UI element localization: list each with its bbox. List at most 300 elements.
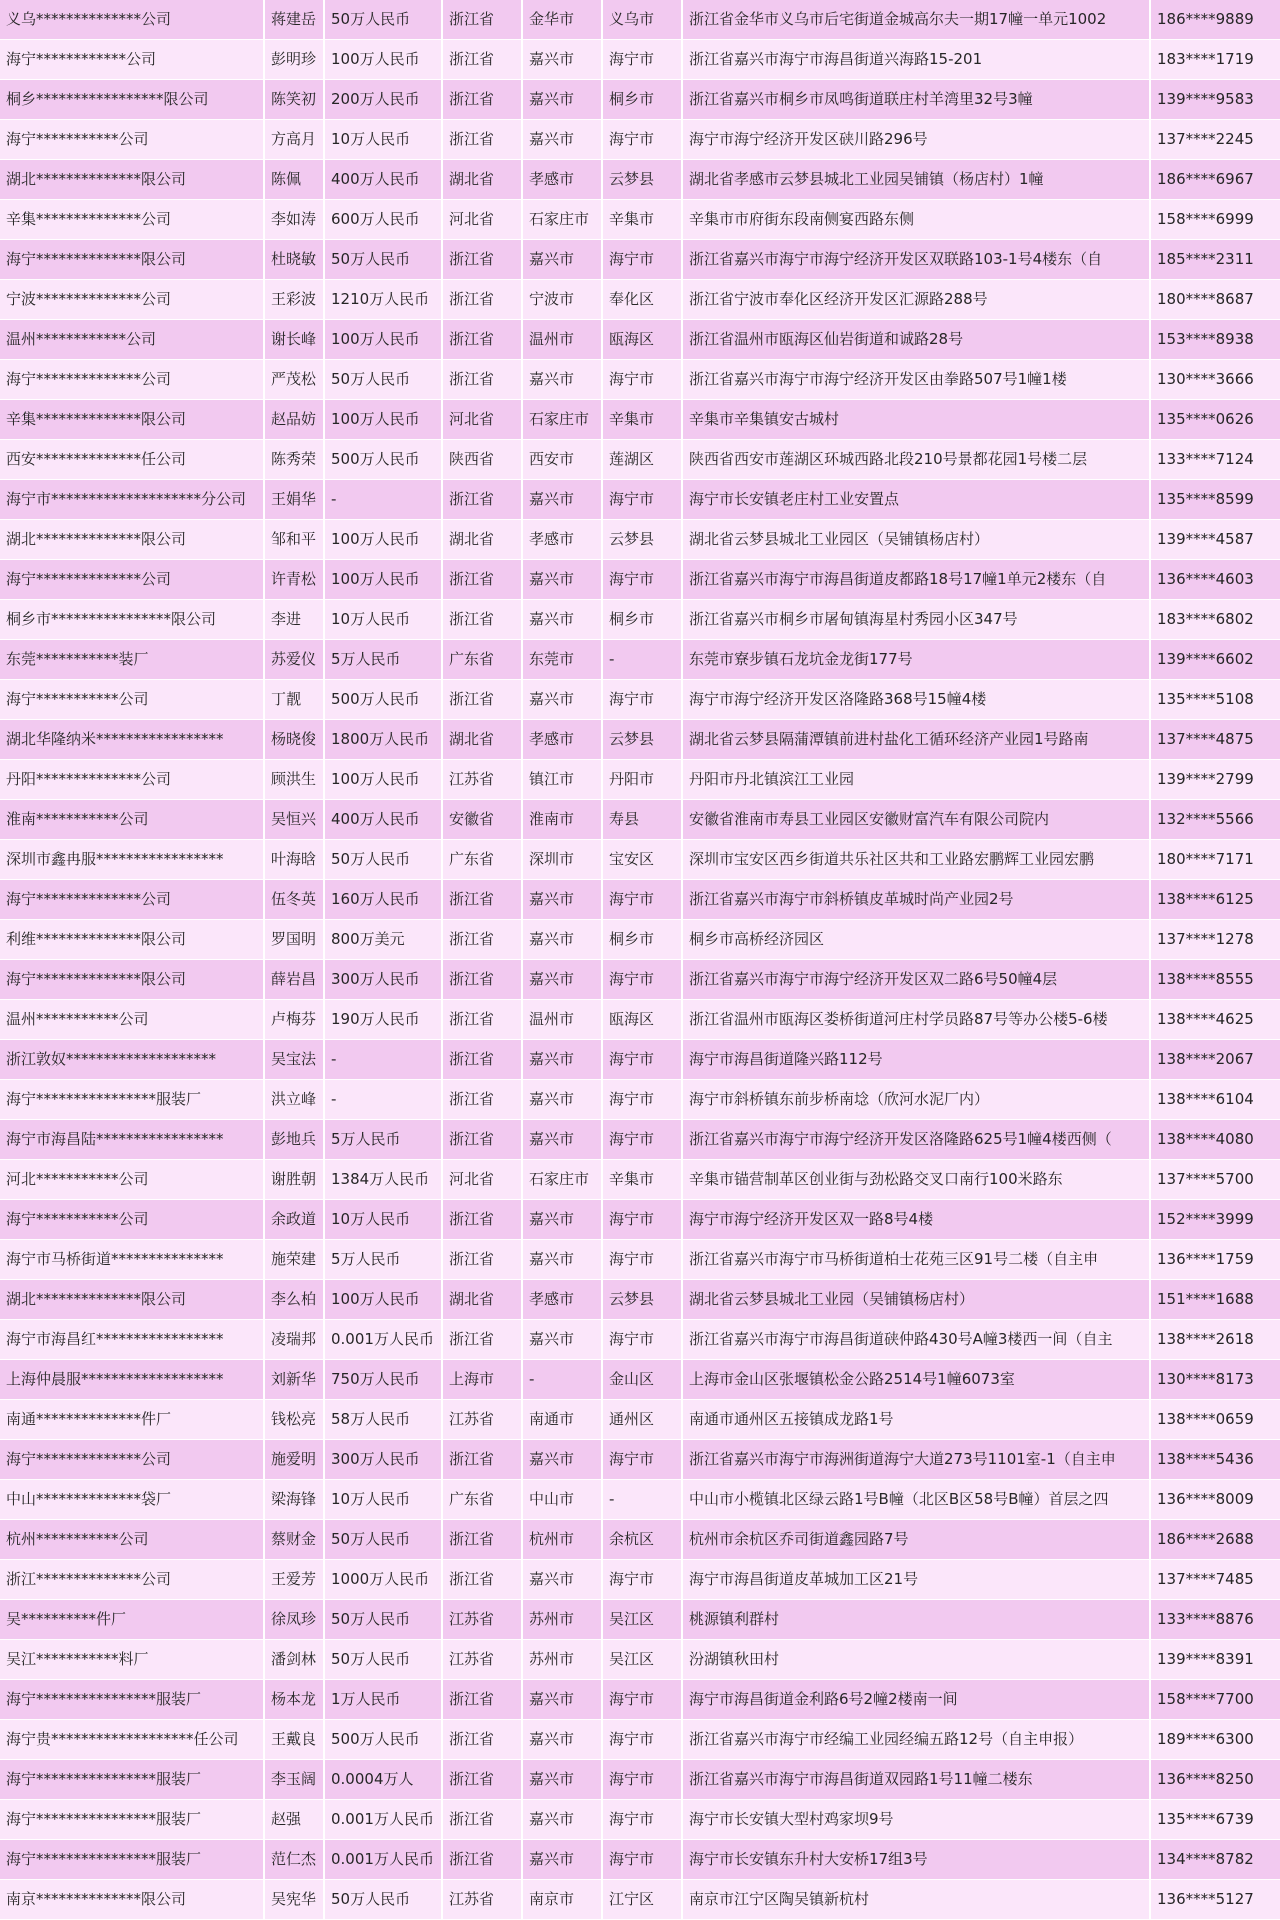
cell-company: 桐乡市****************限公司 — [0, 600, 264, 640]
cell-address: 海宁市海宁经济开发区双一路8号4楼 — [682, 1200, 1150, 1240]
cell-phone: 185****2311 — [1150, 240, 1280, 280]
table-row — [0, 720, 1280, 760]
cell-company: 桐乡*****************限公司 — [0, 80, 264, 120]
cell-city: 嘉兴市 — [522, 240, 602, 280]
cell-province: 浙江省 — [442, 1760, 522, 1800]
cell-company: 浙江**************公司 — [0, 1560, 264, 1600]
cell-phone: 189****6300 — [1150, 1720, 1280, 1760]
table-row — [0, 280, 1280, 320]
table-row — [0, 840, 1280, 880]
cell-company: 海宁****************服装厂 — [0, 1760, 264, 1800]
cell-phone: 137****2245 — [1150, 120, 1280, 160]
cell-province: 浙江省 — [442, 1000, 522, 1040]
cell-city: 石家庄市 — [522, 200, 602, 240]
cell-company: 南通**************件厂 — [0, 1400, 264, 1440]
cell-capital: 300万人民币 — [324, 1440, 442, 1480]
cell-capital: 50万人民币 — [324, 1520, 442, 1560]
cell-capital: 400万人民币 — [324, 160, 442, 200]
cell-contact: 李如涛 — [264, 200, 324, 240]
cell-contact: 梁海锋 — [264, 1480, 324, 1520]
cell-capital: - — [324, 1040, 442, 1080]
cell-province: 浙江省 — [442, 1200, 522, 1240]
cell-capital: 500万人民币 — [324, 1720, 442, 1760]
cell-city: 淮南市 — [522, 800, 602, 840]
cell-district: 通州区 — [602, 1400, 682, 1440]
cell-district: 桐乡市 — [602, 600, 682, 640]
cell-phone: 186****6967 — [1150, 160, 1280, 200]
cell-address: 中山市小榄镇北区绿云路1号B幢（北区B区58号B幢）首层之四 — [682, 1480, 1150, 1520]
table-row — [0, 1080, 1280, 1120]
cell-province: 浙江省 — [442, 480, 522, 520]
cell-city: 嘉兴市 — [522, 1240, 602, 1280]
cell-city: 温州市 — [522, 320, 602, 360]
cell-province: 湖北省 — [442, 720, 522, 760]
cell-province: 浙江省 — [442, 80, 522, 120]
cell-city: 嘉兴市 — [522, 1720, 602, 1760]
cell-contact: 赵品妨 — [264, 400, 324, 440]
cell-phone: 135****0626 — [1150, 400, 1280, 440]
cell-capital: 10万人民币 — [324, 1200, 442, 1240]
cell-company: 辛集**************公司 — [0, 200, 264, 240]
cell-address: 浙江省嘉兴市海宁市海昌街道皮都路18号17幢1单元2楼东（自 — [682, 560, 1150, 600]
cell-address: 海宁市长安镇大型村鸡家坝9号 — [682, 1800, 1150, 1840]
cell-province: 浙江省 — [442, 600, 522, 640]
table-row — [0, 560, 1280, 600]
cell-contact: 蔡财金 — [264, 1520, 324, 1560]
cell-address: 浙江省嘉兴市海宁市海昌街道硖仲路430号A幢3楼西一间（自主 — [682, 1320, 1150, 1360]
cell-province: 江苏省 — [442, 1600, 522, 1640]
cell-company: 浙江敦奴******************** — [0, 1040, 264, 1080]
cell-address: 浙江省嘉兴市海宁市斜桥镇皮革城时尚产业园2号 — [682, 880, 1150, 920]
cell-company: 温州************公司 — [0, 320, 264, 360]
table-row — [0, 880, 1280, 920]
cell-city: 杭州市 — [522, 1520, 602, 1560]
cell-contact: 叶海晗 — [264, 840, 324, 880]
cell-address: 南京市江宁区陶吴镇新杭村 — [682, 1880, 1150, 1920]
cell-city: 嘉兴市 — [522, 600, 602, 640]
cell-district: 义乌市 — [602, 0, 682, 40]
cell-address: 海宁市海宁经济开发区洛隆路368号15幢4楼 — [682, 680, 1150, 720]
cell-district: 江宁区 — [602, 1880, 682, 1920]
cell-district: 桐乡市 — [602, 80, 682, 120]
cell-address: 浙江省嘉兴市海宁市海宁经济开发区双联路103-1号4楼东（自 — [682, 240, 1150, 280]
cell-contact: 薛岩昌 — [264, 960, 324, 1000]
cell-phone: 135****8599 — [1150, 480, 1280, 520]
cell-phone: 139****4587 — [1150, 520, 1280, 560]
cell-company: 吴江***********料厂 — [0, 1640, 264, 1680]
cell-address: 浙江省嘉兴市海宁市海宁经济开发区洛隆路625号1幢4楼西侧（ — [682, 1120, 1150, 1160]
table-row — [0, 1200, 1280, 1240]
cell-city: 嘉兴市 — [522, 1040, 602, 1080]
cell-contact: 凌瑞邦 — [264, 1320, 324, 1360]
cell-district: 海宁市 — [602, 240, 682, 280]
table-row — [0, 520, 1280, 560]
cell-district: 海宁市 — [602, 480, 682, 520]
cell-capital: 0.001万人民币 — [324, 1840, 442, 1880]
cell-contact: 王娟华 — [264, 480, 324, 520]
cell-contact: 王戴良 — [264, 1720, 324, 1760]
cell-capital: 190万人民币 — [324, 1000, 442, 1040]
table-row — [0, 1520, 1280, 1560]
cell-capital: 50万人民币 — [324, 1880, 442, 1920]
cell-address: 东莞市寮步镇石龙坑金龙街177号 — [682, 640, 1150, 680]
cell-address: 浙江省温州市瓯海区仙岩街道和诚路28号 — [682, 320, 1150, 360]
cell-capital: 500万人民币 — [324, 680, 442, 720]
cell-capital: 600万人民币 — [324, 200, 442, 240]
cell-phone: 130****3666 — [1150, 360, 1280, 400]
cell-province: 浙江省 — [442, 240, 522, 280]
cell-phone: 186****2688 — [1150, 1520, 1280, 1560]
cell-city: 嘉兴市 — [522, 1440, 602, 1480]
cell-province: 浙江省 — [442, 1120, 522, 1160]
cell-district: 余杭区 — [602, 1520, 682, 1560]
cell-company: 中山**************袋厂 — [0, 1480, 264, 1520]
cell-contact: 钱松亮 — [264, 1400, 324, 1440]
cell-capital: 5万人民币 — [324, 1120, 442, 1160]
table-row — [0, 400, 1280, 440]
cell-district: 辛集市 — [602, 400, 682, 440]
cell-phone: 138****2618 — [1150, 1320, 1280, 1360]
cell-city: 嘉兴市 — [522, 960, 602, 1000]
cell-address: 湖北省孝感市云梦县城北工业园吴铺镇（杨店村）1幢 — [682, 160, 1150, 200]
cell-address: 杭州市余杭区乔司街道鑫园路7号 — [682, 1520, 1150, 1560]
cell-company: 淮南***********公司 — [0, 800, 264, 840]
cell-city: 嘉兴市 — [522, 40, 602, 80]
cell-capital: 750万人民币 — [324, 1360, 442, 1400]
cell-capital: 1万人民币 — [324, 1680, 442, 1720]
table-row — [0, 680, 1280, 720]
cell-province: 浙江省 — [442, 880, 522, 920]
cell-district: 奉化区 — [602, 280, 682, 320]
cell-city: 孝感市 — [522, 160, 602, 200]
cell-capital: 10万人民币 — [324, 120, 442, 160]
table-row — [0, 160, 1280, 200]
cell-address: 湖北省云梦县城北工业园（吴铺镇杨店村） — [682, 1280, 1150, 1320]
cell-phone: 186****9889 — [1150, 0, 1280, 40]
cell-district: 瓯海区 — [602, 1000, 682, 1040]
cell-province: 湖北省 — [442, 160, 522, 200]
cell-capital: 5万人民币 — [324, 1240, 442, 1280]
cell-company: 海宁**************公司 — [0, 1440, 264, 1480]
cell-address: 桐乡市高桥经济园区 — [682, 920, 1150, 960]
cell-district: 海宁市 — [602, 960, 682, 1000]
cell-province: 广东省 — [442, 840, 522, 880]
cell-address: 海宁市长安镇东升村大安桥17组3号 — [682, 1840, 1150, 1880]
cell-province: 浙江省 — [442, 1680, 522, 1720]
cell-province: 广东省 — [442, 640, 522, 680]
cell-capital: 50万人民币 — [324, 1640, 442, 1680]
cell-contact: 李玉阔 — [264, 1760, 324, 1800]
cell-company: 海宁市海昌陆***************** — [0, 1120, 264, 1160]
cell-district: 海宁市 — [602, 1320, 682, 1360]
cell-city: - — [522, 1360, 602, 1400]
cell-province: 浙江省 — [442, 1080, 522, 1120]
cell-district: 海宁市 — [602, 1720, 682, 1760]
cell-address: 浙江省嘉兴市海宁市海昌街道双园路1号11幢二楼东 — [682, 1760, 1150, 1800]
table-row — [0, 1480, 1280, 1520]
cell-phone: 136****1759 — [1150, 1240, 1280, 1280]
table-row — [0, 800, 1280, 840]
cell-company: 海宁市海昌红***************** — [0, 1320, 264, 1360]
table-row — [0, 1280, 1280, 1320]
cell-company: 海宁**************公司 — [0, 880, 264, 920]
cell-province: 湖北省 — [442, 1280, 522, 1320]
cell-province: 浙江省 — [442, 1840, 522, 1880]
cell-capital: 10万人民币 — [324, 1480, 442, 1520]
cell-capital: 1384万人民币 — [324, 1160, 442, 1200]
cell-phone: 137****1278 — [1150, 920, 1280, 960]
cell-city: 嘉兴市 — [522, 1120, 602, 1160]
cell-province: 浙江省 — [442, 0, 522, 40]
cell-phone: 158****7700 — [1150, 1680, 1280, 1720]
table-row — [0, 1560, 1280, 1600]
table-row — [0, 1000, 1280, 1040]
cell-phone: 138****4080 — [1150, 1120, 1280, 1160]
cell-contact: 谢长峰 — [264, 320, 324, 360]
cell-district: 莲湖区 — [602, 440, 682, 480]
cell-phone: 137****5700 — [1150, 1160, 1280, 1200]
cell-city: 东莞市 — [522, 640, 602, 680]
cell-contact: 余政道 — [264, 1200, 324, 1240]
table-row — [0, 760, 1280, 800]
cell-city: 嘉兴市 — [522, 560, 602, 600]
cell-phone: 138****6104 — [1150, 1080, 1280, 1120]
cell-company: 海宁**************限公司 — [0, 960, 264, 1000]
cell-district: 海宁市 — [602, 680, 682, 720]
cell-address: 浙江省嘉兴市桐乡市凤鸣街道联庄村羊湾里32号3幢 — [682, 80, 1150, 120]
cell-company: 湖北**************限公司 — [0, 520, 264, 560]
table-row — [0, 1760, 1280, 1800]
cell-capital: 10万人民币 — [324, 600, 442, 640]
cell-province: 浙江省 — [442, 360, 522, 400]
cell-district: 云梦县 — [602, 1280, 682, 1320]
cell-province: 浙江省 — [442, 920, 522, 960]
cell-district: 海宁市 — [602, 1120, 682, 1160]
cell-address: 浙江省金华市义乌市后宅街道金城高尔夫一期17幢一单元1002 — [682, 0, 1150, 40]
cell-company: 南京**************限公司 — [0, 1880, 264, 1920]
cell-district: 云梦县 — [602, 720, 682, 760]
cell-province: 浙江省 — [442, 1720, 522, 1760]
cell-phone: 139****6602 — [1150, 640, 1280, 680]
cell-contact: 邹和平 — [264, 520, 324, 560]
cell-district: 海宁市 — [602, 1560, 682, 1600]
cell-contact: 杜晓敏 — [264, 240, 324, 280]
cell-district: 海宁市 — [602, 120, 682, 160]
cell-province: 江苏省 — [442, 1400, 522, 1440]
cell-contact: 吴宝法 — [264, 1040, 324, 1080]
cell-district: 海宁市 — [602, 1840, 682, 1880]
cell-city: 深圳市 — [522, 840, 602, 880]
cell-city: 苏州市 — [522, 1600, 602, 1640]
cell-contact: 彭地兵 — [264, 1120, 324, 1160]
cell-province: 陕西省 — [442, 440, 522, 480]
cell-capital: 100万人民币 — [324, 560, 442, 600]
cell-capital: 100万人民币 — [324, 1280, 442, 1320]
cell-phone: 133****8876 — [1150, 1600, 1280, 1640]
cell-company: 丹阳**************公司 — [0, 760, 264, 800]
cell-address: 湖北省云梦县城北工业园区（吴铺镇杨店村） — [682, 520, 1150, 560]
cell-company: 东莞***********装厂 — [0, 640, 264, 680]
table-row — [0, 1880, 1280, 1920]
cell-address: 浙江省嘉兴市海宁市海宁经济开发区双二路6号50幢4层 — [682, 960, 1150, 1000]
cell-phone: 138****5436 — [1150, 1440, 1280, 1480]
cell-contact: 蒋建岳 — [264, 0, 324, 40]
cell-district: 辛集市 — [602, 1160, 682, 1200]
cell-contact: 施爱明 — [264, 1440, 324, 1480]
cell-capital: 100万人民币 — [324, 400, 442, 440]
cell-company: 海宁市马桥街道*************** — [0, 1240, 264, 1280]
cell-capital: 100万人民币 — [324, 760, 442, 800]
table-row — [0, 1240, 1280, 1280]
cell-district: 吴江区 — [602, 1640, 682, 1680]
cell-address: 海宁市海宁经济开发区硖川路296号 — [682, 120, 1150, 160]
cell-phone: 137****4875 — [1150, 720, 1280, 760]
cell-district: 海宁市 — [602, 40, 682, 80]
cell-capital: - — [324, 1080, 442, 1120]
cell-capital: 100万人民币 — [324, 320, 442, 360]
table-row — [0, 1680, 1280, 1720]
table-row — [0, 1360, 1280, 1400]
cell-capital: 800万美元 — [324, 920, 442, 960]
cell-province: 江苏省 — [442, 1640, 522, 1680]
cell-city: 嘉兴市 — [522, 1840, 602, 1880]
table-row — [0, 600, 1280, 640]
cell-company: 湖北**************限公司 — [0, 1280, 264, 1320]
cell-phone: 134****8782 — [1150, 1840, 1280, 1880]
cell-city: 孝感市 — [522, 720, 602, 760]
cell-company: 海宁***********公司 — [0, 1200, 264, 1240]
cell-city: 嘉兴市 — [522, 1320, 602, 1360]
cell-contact: 赵强 — [264, 1800, 324, 1840]
cell-contact: 杨晓俊 — [264, 720, 324, 760]
cell-phone: 136****8250 — [1150, 1760, 1280, 1800]
cell-district: 海宁市 — [602, 1800, 682, 1840]
cell-city: 石家庄市 — [522, 400, 602, 440]
cell-province: 浙江省 — [442, 40, 522, 80]
cell-company: 西安**************任公司 — [0, 440, 264, 480]
cell-capital: 400万人民币 — [324, 800, 442, 840]
cell-phone: 153****8938 — [1150, 320, 1280, 360]
table-row — [0, 1840, 1280, 1880]
cell-province: 浙江省 — [442, 1240, 522, 1280]
cell-address: 海宁市长安镇老庄村工业安置点 — [682, 480, 1150, 520]
cell-phone: 136****4603 — [1150, 560, 1280, 600]
table-row — [0, 920, 1280, 960]
cell-address: 辛集市市府街东段南侧宴西路东侧 — [682, 200, 1150, 240]
cell-district: 海宁市 — [602, 360, 682, 400]
cell-district: 金山区 — [602, 1360, 682, 1400]
cell-district: 桐乡市 — [602, 920, 682, 960]
cell-phone: 135****5108 — [1150, 680, 1280, 720]
cell-contact: 顾洪生 — [264, 760, 324, 800]
cell-contact: 罗国明 — [264, 920, 324, 960]
cell-province: 广东省 — [442, 1480, 522, 1520]
cell-capital: 100万人民币 — [324, 520, 442, 560]
cell-capital: 500万人民币 — [324, 440, 442, 480]
cell-province: 浙江省 — [442, 560, 522, 600]
cell-district: 吴江区 — [602, 1600, 682, 1640]
cell-contact: 王彩波 — [264, 280, 324, 320]
cell-phone: 139****2799 — [1150, 760, 1280, 800]
cell-phone: 136****8009 — [1150, 1480, 1280, 1520]
cell-capital: - — [324, 480, 442, 520]
cell-province: 浙江省 — [442, 320, 522, 360]
cell-contact: 潘剑林 — [264, 1640, 324, 1680]
cell-city: 嘉兴市 — [522, 1800, 602, 1840]
cell-address: 辛集市锚营制革区创业街与劲松路交叉口南行100米路东 — [682, 1160, 1150, 1200]
cell-company: 宁波**************公司 — [0, 280, 264, 320]
cell-city: 嘉兴市 — [522, 1200, 602, 1240]
cell-address: 辛集市辛集镇安古城村 — [682, 400, 1150, 440]
cell-district: 海宁市 — [602, 880, 682, 920]
cell-company: 海宁***********公司 — [0, 120, 264, 160]
cell-district: 瓯海区 — [602, 320, 682, 360]
cell-phone: 152****3999 — [1150, 1200, 1280, 1240]
cell-province: 河北省 — [442, 400, 522, 440]
cell-phone: 137****7485 — [1150, 1560, 1280, 1600]
cell-city: 嘉兴市 — [522, 880, 602, 920]
cell-city: 嘉兴市 — [522, 120, 602, 160]
cell-company: 海宁**************限公司 — [0, 240, 264, 280]
cell-company: 河北***********公司 — [0, 1160, 264, 1200]
cell-address: 浙江省温州市瓯海区娄桥街道河庄村学员路87号等办公楼5-6楼 — [682, 1000, 1150, 1040]
cell-company: 海宁**************公司 — [0, 360, 264, 400]
cell-district: 海宁市 — [602, 1680, 682, 1720]
cell-capital: 50万人民币 — [324, 360, 442, 400]
cell-company: 杭州***********公司 — [0, 1520, 264, 1560]
cell-district: 海宁市 — [602, 560, 682, 600]
cell-city: 金华市 — [522, 0, 602, 40]
table-row — [0, 200, 1280, 240]
cell-address: 浙江省嘉兴市海宁市经编工业园经编五路12号（自主申报） — [682, 1720, 1150, 1760]
cell-city: 苏州市 — [522, 1640, 602, 1680]
cell-province: 浙江省 — [442, 1320, 522, 1360]
cell-district: - — [602, 640, 682, 680]
cell-address: 丹阳市丹北镇滨江工业园 — [682, 760, 1150, 800]
cell-city: 温州市 — [522, 1000, 602, 1040]
cell-capital: 1000万人民币 — [324, 1560, 442, 1600]
cell-contact: 杨本龙 — [264, 1680, 324, 1720]
cell-city: 西安市 — [522, 440, 602, 480]
cell-capital: 50万人民币 — [324, 0, 442, 40]
cell-address: 海宁市斜桥镇东前步桥南埝（欣河水泥厂内） — [682, 1080, 1150, 1120]
cell-contact: 范仁杰 — [264, 1840, 324, 1880]
cell-company: 海宁************公司 — [0, 40, 264, 80]
cell-address: 海宁市海昌街道金利路6号2幢2楼南一间 — [682, 1680, 1150, 1720]
cell-province: 上海市 — [442, 1360, 522, 1400]
cell-contact: 伍冬英 — [264, 880, 324, 920]
cell-province: 浙江省 — [442, 960, 522, 1000]
cell-district: 海宁市 — [602, 1080, 682, 1120]
cell-contact: 彭明珍 — [264, 40, 324, 80]
cell-phone: 138****6125 — [1150, 880, 1280, 920]
cell-capital: 160万人民币 — [324, 880, 442, 920]
table-row — [0, 1640, 1280, 1680]
cell-city: 嘉兴市 — [522, 680, 602, 720]
table-row — [0, 1040, 1280, 1080]
cell-province: 浙江省 — [442, 1560, 522, 1600]
cell-province: 浙江省 — [442, 120, 522, 160]
cell-capital: 5万人民币 — [324, 640, 442, 680]
cell-company: 海宁市********************分公司 — [0, 480, 264, 520]
cell-company: 温州***********公司 — [0, 1000, 264, 1040]
cell-district: 海宁市 — [602, 1240, 682, 1280]
cell-city: 南通市 — [522, 1400, 602, 1440]
cell-phone: 130****8173 — [1150, 1360, 1280, 1400]
cell-city: 嘉兴市 — [522, 1680, 602, 1720]
cell-capital: 100万人民币 — [324, 40, 442, 80]
cell-contact: 丁靓 — [264, 680, 324, 720]
